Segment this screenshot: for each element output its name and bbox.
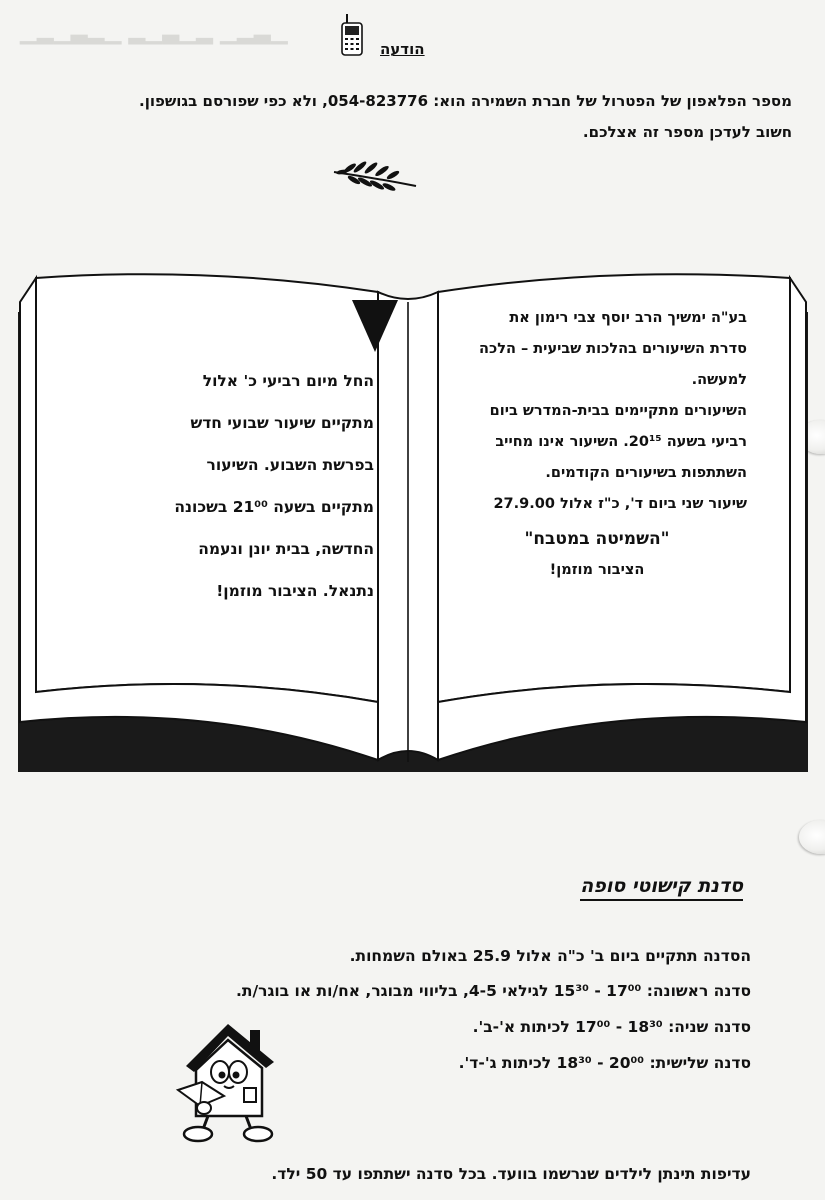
notice-update-line: חשוב לעדכן מספר זה אצלכם. xyxy=(582,123,792,141)
workshop-line: סדנה שלישית: 20⁰⁰ - 18³⁰ לכיתות ג'-ד'. xyxy=(458,1054,751,1072)
right-page-line: השתתפות בשיעורים הקודמים. xyxy=(545,465,747,481)
right-page-line: בע"ה ימשיך הרב יוסף צבי רימון את xyxy=(509,310,747,326)
bookmark-ribbon-icon xyxy=(352,300,398,352)
left-page-line: החדשה, בבית יונן ונעמה xyxy=(198,540,374,558)
left-page-line: החל מיום רביעי כ' אלול xyxy=(202,372,374,390)
left-page-line: נתנאל. הציבור מוזמן! xyxy=(216,582,374,600)
left-page-line: מתקיים בשעה 21⁰⁰ בשכונה xyxy=(174,498,374,516)
public-welcome: הציבור מוזמן! xyxy=(549,562,645,578)
bleed-through-decoration: ▁▂▁▃▂▁ ▂▁▃▁▂ ▁▂▃▁ xyxy=(20,20,288,45)
priority-note: עדיפות תינתן לילדים שנרשמו בוועד. בכל סדנה ישתתפו עד 50 ילד. xyxy=(271,1165,751,1183)
right-page-line: סדרת השיעורים בהלכות שביעית – הלכה xyxy=(479,341,747,357)
notice-phone-line: מספר הפלאפון של הפטרול של חברת השמירה הוא: 054-823776, ולא כפי שפורסם בגושפון. xyxy=(139,92,792,110)
workshop-title: סדנת קישוטי סופה xyxy=(580,875,743,901)
right-page-line: למעשה. xyxy=(691,372,747,388)
right-page-line: שיעור שני ביום ד', כ"ז אלול 27.9.00 xyxy=(493,496,747,512)
right-page-line: רביעי בשעה 20¹⁵. השיעור אינו מחייב xyxy=(495,434,747,450)
left-page-line: בפרשת השבוע. השיעור xyxy=(206,456,374,474)
reading-house-icon xyxy=(172,1016,284,1144)
right-page-line: השיעורים מתקיימים בבית-המדרש ביום xyxy=(489,403,747,419)
punch-hole xyxy=(799,820,825,854)
workshop-line: הסדנה תתקיים ביום ב' כ"ה אלול 25.9 באולם השמחות. xyxy=(349,947,751,965)
book-right-page xyxy=(447,303,747,586)
cellphone-icon xyxy=(341,14,363,56)
book-left-page xyxy=(74,360,374,612)
notice-title: הודעה xyxy=(380,40,425,58)
olive-branch-icon xyxy=(330,156,420,196)
lesson-title: "השמיטה במטבח" xyxy=(524,529,670,549)
workshop-line: סדנה שניה: 18³⁰ - 17⁰⁰ לכיתות א'-ב'. xyxy=(472,1018,751,1036)
workshop-line: סדנה ראשונה: 17⁰⁰ - 15³⁰ לגילאי 4-5, בליווי מבוגר, אח/ות או בוגר/ת. xyxy=(235,982,751,1000)
left-page-line: מתקיים שיעור שבועי חדש xyxy=(190,414,374,432)
